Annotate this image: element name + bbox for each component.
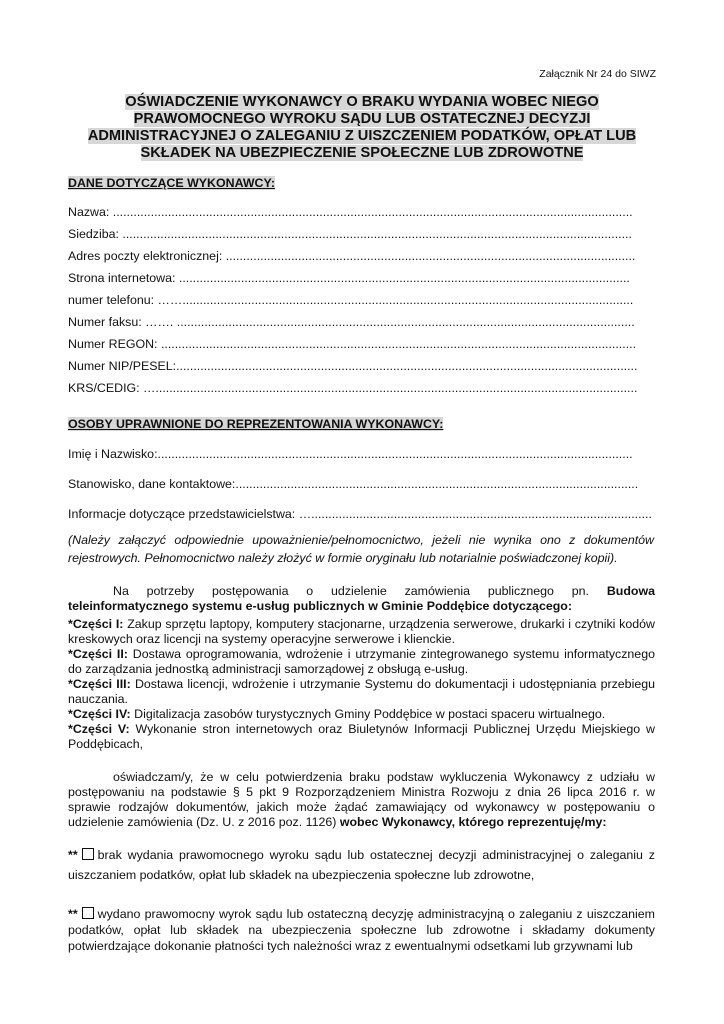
title-line: PRAWOMOCNEGO WYROKU SĄDU LUB OSTATECZNEJ DECYZJI — [133, 111, 591, 127]
part-text: Wykonanie stron internetowych oraz Biuletynów Informacji Publicznej Urzędu Miejskiego w Poddębicach, — [68, 722, 655, 751]
declaration-bold: wobec Wykonawcy, którego reprezentuję/my: — [339, 815, 607, 829]
field-position-contact[interactable]: Stanowisko, dane kontaktowe:..................................................................................................................... — [68, 477, 639, 491]
part-text: Dostawa licencji, wdrożenie i utrzymanie Systemu do dokumentacji i udostępniania przebiegu nauczania. — [68, 677, 656, 706]
part-item — [68, 617, 655, 647]
authorization-note: (Należy załączyć odpowiednie upoważnienie/pełnomocnictwo, jeżeli nie wynika ono z dokumentów rejestrowych. Pełnomocnictwo należy złożyć w formie oryginału lub notarialnie poświadczonej kopii). — [68, 533, 654, 565]
field-full-name[interactable]: Imię i Nazwisko:.......................................................................................................................................... — [68, 447, 633, 461]
field-regon[interactable]: Numer REGON: .......................................................................................................................................... — [68, 337, 637, 351]
declaration-text: oświadczam/y, że w celu potwierdzenia braku podstaw wykluczenia Wykonawcy z udziału w postępowaniu na podstawie § 5 pkt 9 Rozporządzeniem Ministra Rozwoju z dnia 26 lipca 2016 r. w sprawie rodzajów dokumentów, jakich może żądać zamawiający od wykonawcy w postępowaniu o udzielenie zamówienia (Dz. U. z 2016 poz. 1126) — [68, 770, 655, 829]
part-item — [68, 677, 655, 707]
part-label: *Części V: — [68, 722, 130, 736]
intro-subject: Budowa teleinformatycznego systemu e-usług publicznych w Gminie Poddębice dotyczącego: — [68, 584, 655, 613]
part-label: *Części III: — [68, 677, 131, 691]
intro-text: Na potrzeby postępowania o udzielenie zamówienia publicznego pn. — [113, 584, 607, 598]
title-line: OŚWIADCZENIE WYKONAWCY O BRAKU WYDANIA WOBEC NIEGO — [125, 94, 599, 110]
field-email[interactable]: Adres poczty elektronicznej: ....................................................................................................................... — [68, 249, 636, 263]
title-line: ADMINISTRACYJNEJ O ZALEGANIU Z UISZCZENIEM PODATKÓW, OPŁAT LUB — [87, 128, 637, 144]
part-text: Zakup sprzętu laptopy, komputery stacjonarne, urządzenia serwerowe, drukarki i czytniki kodów kreskowych oraz licencji na systemy operacyjne serwerowe i klienckie. — [68, 617, 655, 646]
option-no-judgment-checkbox[interactable] — [82, 848, 94, 860]
field-website[interactable]: Strona internetowa: ................................................................................................................................... — [68, 271, 630, 285]
option-marker: ** — [68, 907, 78, 921]
field-nip-pesel[interactable]: Numer NIP/PESEL:...................................................................................................................................... — [68, 359, 638, 373]
option-marker: ** — [68, 848, 78, 862]
option-judgment-issued — [68, 906, 655, 954]
intro-paragraph — [68, 584, 655, 614]
field-name[interactable]: Nazwa: ....................................................................................................................................................... — [68, 205, 633, 219]
part-label: *Części IV: — [68, 707, 131, 721]
option-no-judgment — [68, 845, 655, 885]
part-label: *Części II: — [68, 647, 128, 661]
part-item — [68, 647, 655, 677]
field-phone[interactable]: numer telefonu: ……................................................................................................................................... — [68, 293, 634, 307]
part-label: *Części I: — [68, 617, 124, 631]
document-title — [68, 94, 656, 162]
field-seat[interactable]: Siedziba: .................................................................................................................................................... — [68, 227, 632, 241]
field-representation-info[interactable]: Informacje dotyczące przedstawicielstwa: …................................................................................................... — [68, 507, 652, 521]
representatives-heading — [68, 417, 443, 431]
parts-list — [68, 617, 655, 752]
part-text: Dostawa oprogramowania, wdrożenie i utrzymanie zintegrowanego systemu informatycznego do zarządzania jednostką administracji samorządowej z obsługą e-usług. — [68, 647, 655, 676]
title-line: SKŁADEK NA UBEZPIECZENIE SPOŁECZNE LUB ZDROWOTNE — [140, 145, 584, 161]
annex-label: Załącznik Nr 24 do SIWZ — [539, 68, 656, 80]
option-text: wydano prawomocny wyrok sądu lub ostateczną decyzję administracyjną o zaleganiu z uiszczaniem podatków, opłat lub składek na ubezpieczenia społeczne lub zdrowotne i składamy dokumenty potwierdzające dokonanie płatności tych należności wraz z ewentualnymi odsetkami lub grzywnami lub — [68, 907, 655, 953]
field-krs-cedig[interactable]: KRS/CEDIG: …............................................................................................................................................ — [68, 381, 638, 395]
field-fax[interactable]: Numer faksu: ……. ..................................................................................................................................... — [68, 315, 635, 329]
contractor-heading — [68, 176, 275, 190]
contractor-heading-text: DANE DOTYCZĄCE WYKONAWCY: — [68, 176, 275, 190]
part-item — [68, 707, 655, 722]
option-judgment-issued-checkbox[interactable] — [82, 907, 94, 919]
part-item — [68, 722, 655, 752]
representatives-heading-text: OSOBY UPRAWNIONE DO REPREZENTOWANIA WYKONAWCY: — [68, 417, 444, 431]
part-text: Digitalizacja zasobów turystycznych Gminy Poddębice w postaci spaceru wirtualnego. — [130, 707, 606, 721]
option-text: brak wydania prawomocnego wyroku sądu lub ostatecznej decyzji administracyjnej o zaleganiu z uiszczaniem podatków, opłat lub składek na ubezpieczenia społeczne lub zdrowotne, — [68, 848, 655, 882]
declaration-paragraph — [68, 770, 655, 830]
